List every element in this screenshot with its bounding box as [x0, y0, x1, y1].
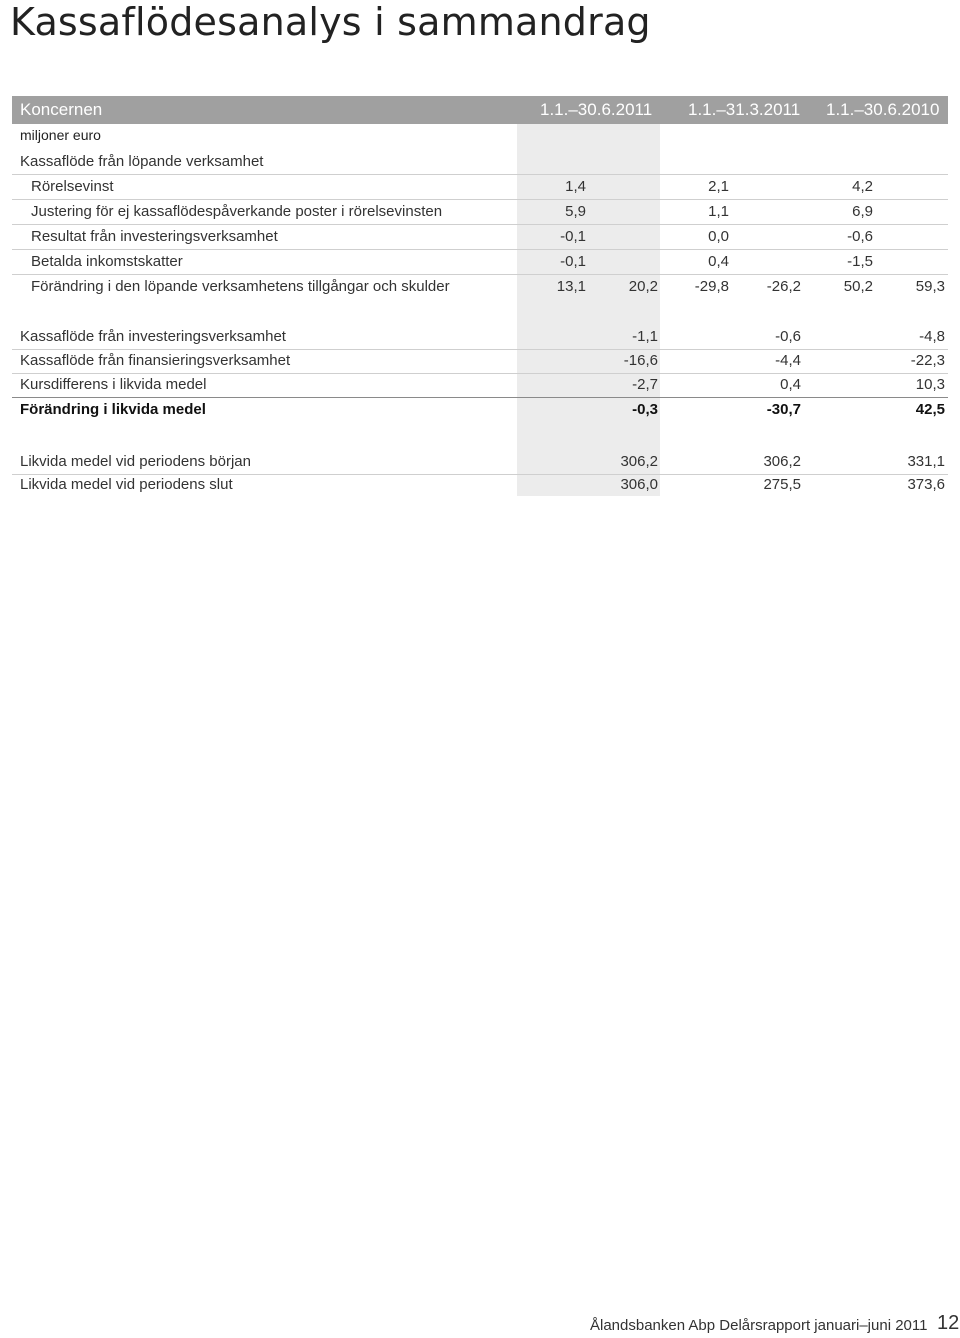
- total-col-3: 42,5: [915, 401, 945, 418]
- table-row: [12, 349, 948, 374]
- table-header-bar: [12, 96, 948, 124]
- row-label: Rörelsevinst: [31, 178, 114, 195]
- table-row: [12, 450, 948, 475]
- table-row: [12, 175, 948, 200]
- value-col-2: 0,4: [708, 253, 729, 270]
- value-col-1: -1,1: [632, 328, 658, 345]
- value-cell: 20,2: [628, 278, 658, 295]
- total-col-2: -30,7: [766, 401, 801, 418]
- value-col-3: 4,2: [852, 178, 873, 195]
- value-col-1: -0,1: [560, 228, 586, 245]
- value-col-1: -2,7: [632, 376, 658, 393]
- row-label: Betalda inkomstskatter: [31, 253, 183, 270]
- page-footer: Ålandsbanken Abp Delårsrapport januari–juni 2011: [590, 1317, 928, 1334]
- section-title: Kassaflöde från löpande verksamhet: [20, 153, 264, 170]
- row-label: Resultat från investeringsverksamhet: [31, 228, 278, 245]
- value-col-2: 1,1: [708, 203, 729, 220]
- row-label: Likvida medel vid periodens början: [20, 453, 251, 470]
- value-col-2: 275,5: [763, 476, 801, 493]
- table-row: [12, 325, 948, 350]
- row-label: Kassaflöde från finansieringsverksamhet: [20, 352, 291, 369]
- value-col-3: -22,3: [910, 352, 945, 369]
- value-col-2: 0,4: [780, 376, 801, 393]
- value-cell: -29,8: [694, 278, 729, 295]
- section-title-row: [12, 150, 948, 175]
- row-label: Likvida medel vid periodens slut: [20, 476, 233, 493]
- row-label: Förändring i den löpande verksamhetens tillgångar och skulder: [31, 278, 450, 295]
- value-col-3: -0,6: [847, 228, 873, 245]
- value-col-2: -0,6: [775, 328, 801, 345]
- value-col-1: 1,4: [565, 178, 586, 195]
- total-row: [12, 398, 948, 422]
- table-row: [12, 275, 948, 299]
- header-col-2: 1.1.–31.3.2011: [688, 100, 801, 119]
- value-col-3: -4,8: [919, 328, 945, 345]
- table-row: [12, 250, 948, 275]
- unit-label: miljoner euro: [20, 127, 101, 143]
- value-cell: 59,3: [915, 278, 945, 295]
- unit-row: [12, 124, 948, 148]
- row-label: Kursdifferens i likvida medel: [20, 376, 207, 393]
- value-col-2: 0,0: [708, 228, 729, 245]
- total-col-1: -0,3: [632, 401, 658, 418]
- table-row: [12, 473, 948, 497]
- header-col-1: 1.1.–30.6.2011: [540, 100, 653, 119]
- row-label: Justering för ej kassaflödespåverkande poster i rörelsevinsten: [31, 203, 443, 220]
- row-label: Kassaflöde från investeringsverksamhet: [20, 328, 286, 345]
- value-cell: 50,2: [843, 278, 873, 295]
- value-col-3: 331,1: [907, 453, 945, 470]
- header-group-label: Koncernen: [20, 100, 103, 119]
- total-label: Förändring i likvida medel: [20, 401, 206, 418]
- value-col-3: 373,6: [907, 476, 945, 493]
- value-col-2: -4,4: [775, 352, 801, 369]
- value-col-3: 10,3: [915, 376, 945, 393]
- value-col-3: 6,9: [852, 203, 873, 220]
- value-col-2: 2,1: [708, 178, 729, 195]
- table-row: [12, 225, 948, 250]
- value-col-1: -0,1: [560, 253, 586, 270]
- table-row: [12, 200, 948, 225]
- page-title: Kassaflödesanalys i sammandrag: [10, 0, 651, 44]
- header-col-3: 1.1.–30.6.2010: [826, 100, 940, 119]
- value-col-1: -16,6: [623, 352, 658, 369]
- value-col-1: 306,0: [620, 476, 658, 493]
- value-cell: -26,2: [766, 278, 801, 295]
- value-col-3: -1,5: [847, 253, 873, 270]
- value-cell: 13,1: [556, 278, 586, 295]
- value-col-1: 306,2: [620, 453, 658, 470]
- table-row: [12, 373, 948, 398]
- value-col-1: 5,9: [565, 203, 586, 220]
- page-number: 12: [937, 1312, 960, 1334]
- value-col-2: 306,2: [763, 453, 801, 470]
